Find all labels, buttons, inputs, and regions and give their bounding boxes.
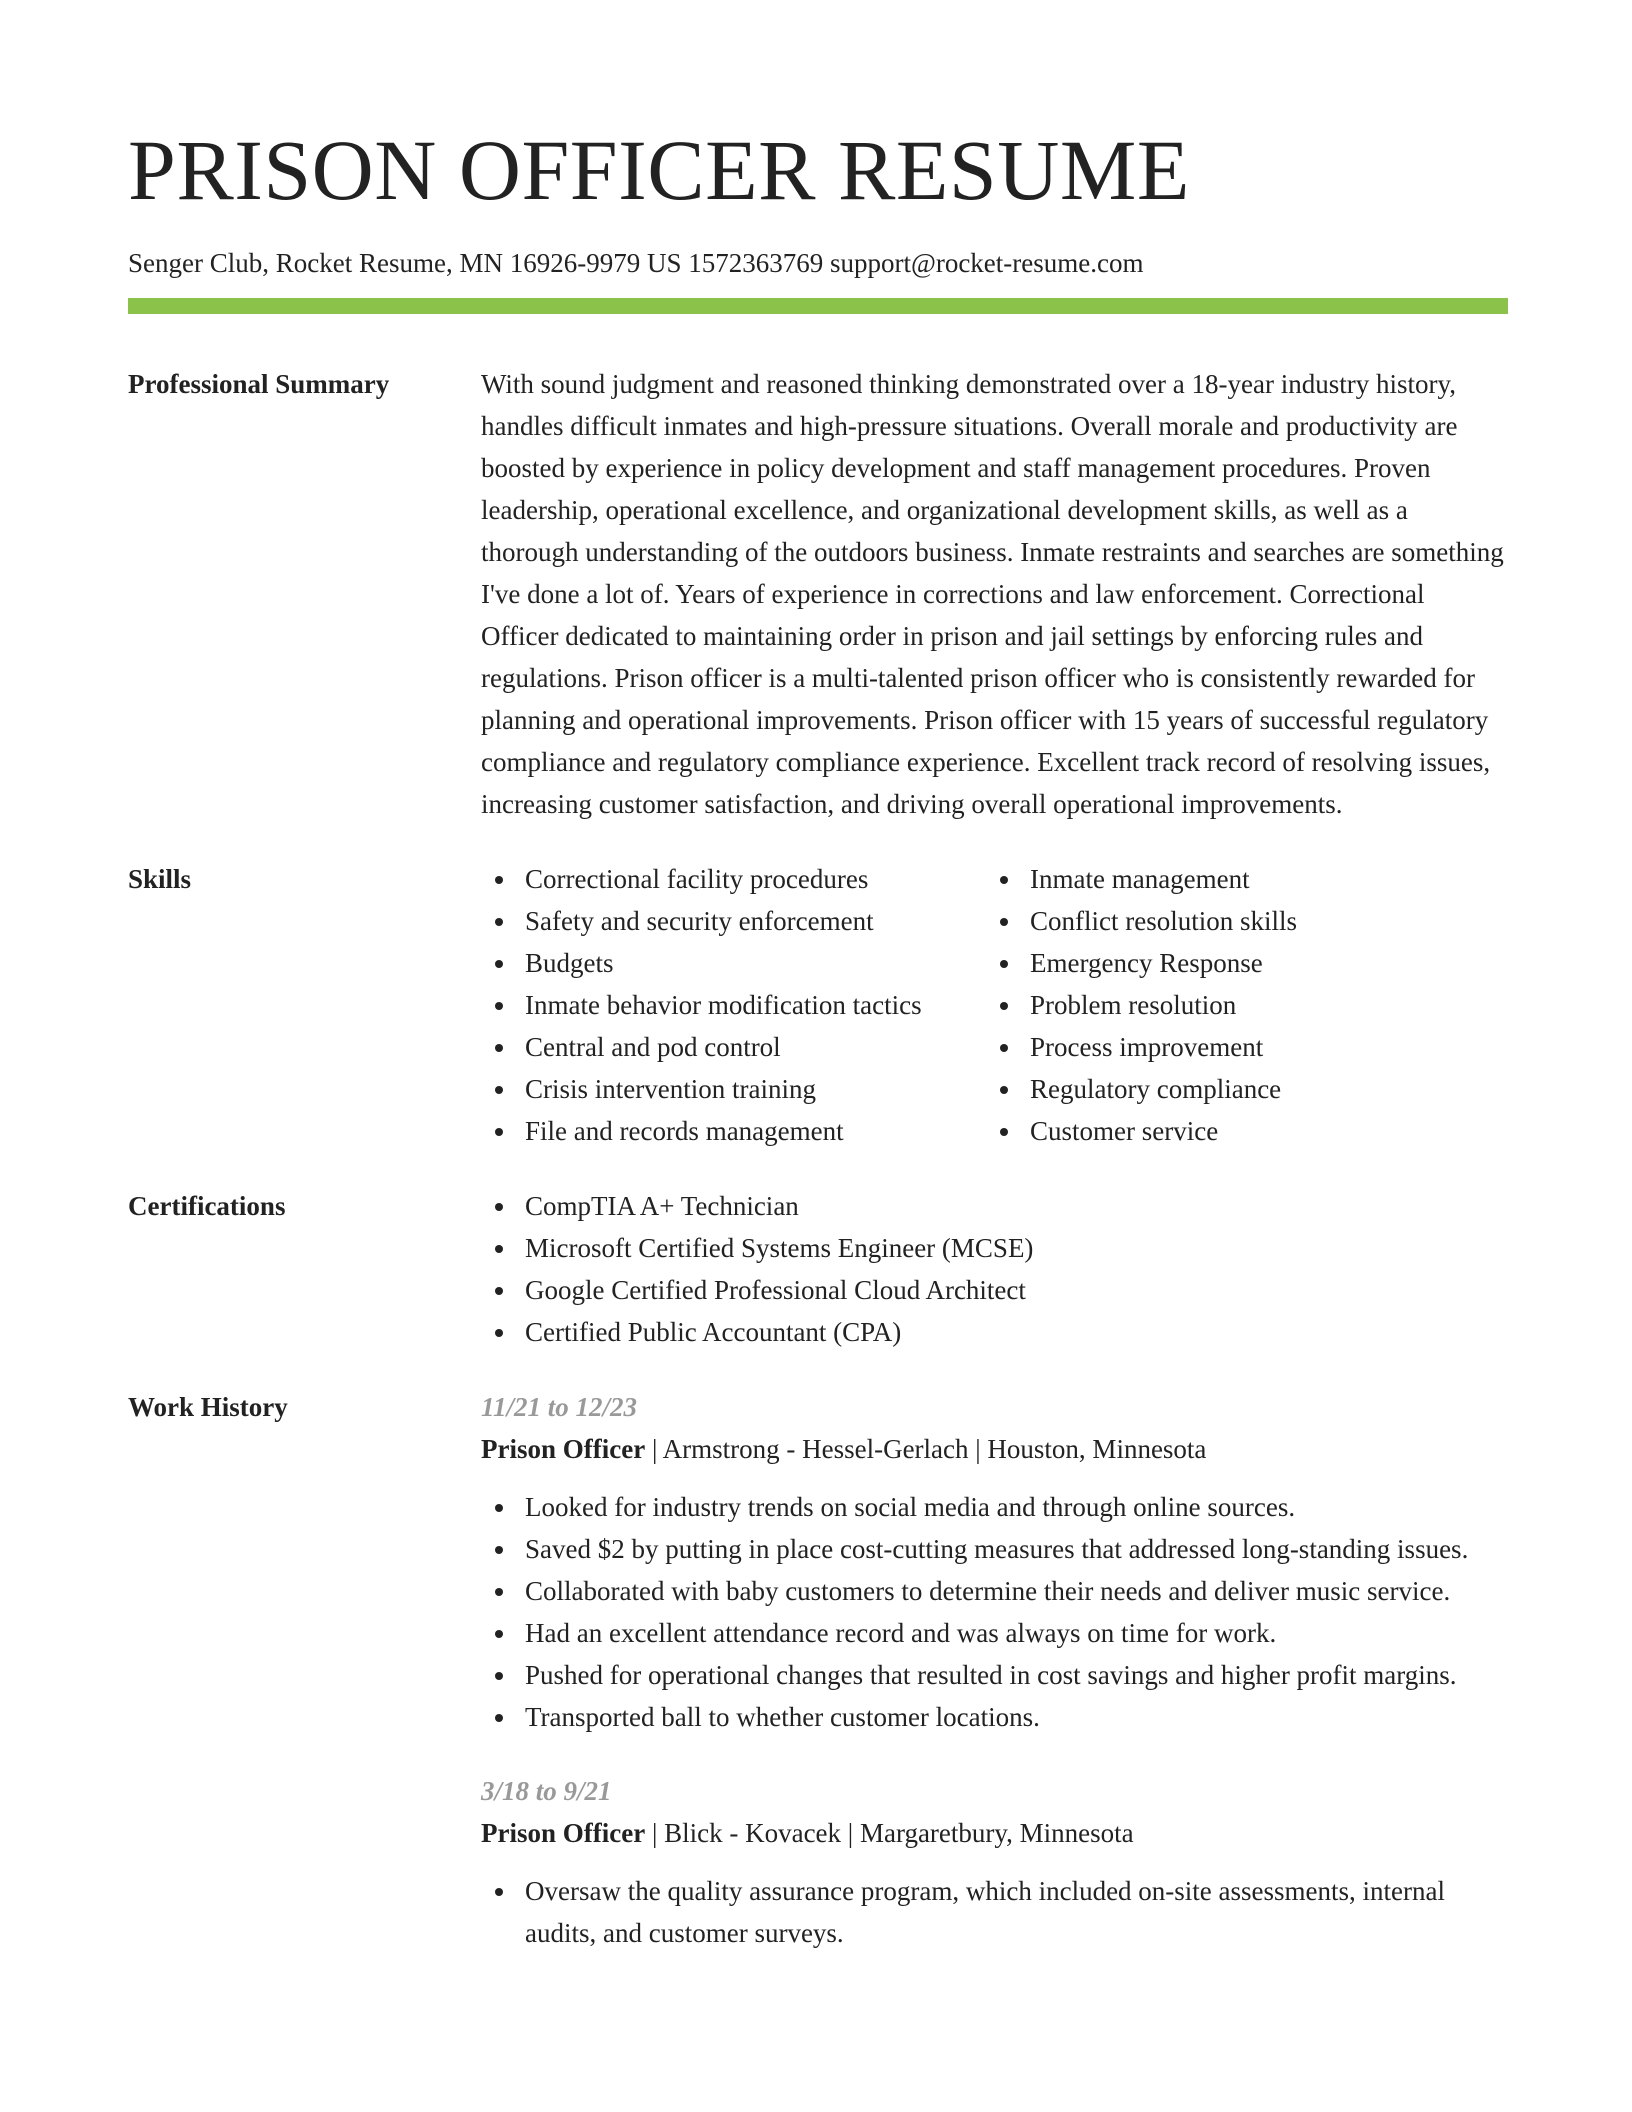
skill-item: Safety and security enforcement xyxy=(481,900,986,942)
job-duty-item: Transported ball to whether customer locations. xyxy=(481,1696,1508,1738)
skill-item: Conflict resolution skills xyxy=(986,900,1297,942)
certification-item: Google Certified Professional Cloud Architect xyxy=(481,1269,1508,1311)
job-title-line xyxy=(481,1428,1508,1470)
skill-item: Emergency Response xyxy=(986,942,1297,984)
job-duty-item: Collaborated with baby customers to determine their needs and deliver music service. xyxy=(481,1570,1508,1612)
job-dates: 3/18 to 9/21 xyxy=(481,1776,612,1806)
section-heading: Skills xyxy=(128,864,192,894)
section-heading: Certifications xyxy=(128,1191,286,1221)
skill-item: Process improvement xyxy=(986,1026,1297,1068)
skill-item: Crisis intervention training xyxy=(481,1068,986,1110)
certifications-list xyxy=(481,1185,1508,1353)
job-duty-item: Looked for industry trends on social media and through online sources. xyxy=(481,1486,1508,1528)
section-heading: Professional Summary xyxy=(128,369,390,399)
certification-item: Certified Public Accountant (CPA) xyxy=(481,1311,1508,1353)
skills-section xyxy=(128,858,1508,1152)
resume-title: PRISON OFFICER RESUME xyxy=(128,122,1190,218)
professional-summary-section xyxy=(128,363,1508,825)
job-role: Prison Officer xyxy=(481,1434,646,1464)
resume-page xyxy=(128,0,1508,1954)
skill-item: File and records management xyxy=(481,1110,986,1152)
job-duties-list xyxy=(481,1486,1508,1738)
job-duty-item: Had an excellent attendance record and was always on time for work. xyxy=(481,1612,1508,1654)
certification-item: CompTIA A+ Technician xyxy=(481,1185,1508,1227)
job-duty-item: Saved $2 by putting in place cost-cutting measures that addressed long-standing issues. xyxy=(481,1528,1508,1570)
job-entry xyxy=(481,1770,1508,1954)
job-details: | Armstrong - Hessel-Gerlach | Houston, Minnesota xyxy=(645,1434,1207,1464)
job-details: | Blick - Kovacek | Margaretbury, Minnesota xyxy=(645,1818,1134,1848)
job-dates: 11/21 to 12/23 xyxy=(481,1392,638,1422)
contact-info: Senger Club, Rocket Resume, MN 16926-9979 US 1572363769 support@rocket-resume.com xyxy=(128,248,1144,278)
skills-left-column xyxy=(481,858,986,1152)
accent-divider xyxy=(128,298,1508,314)
skills-grid xyxy=(481,858,1508,1152)
job-title-line xyxy=(481,1812,1508,1854)
skill-item: Budgets xyxy=(481,942,986,984)
certification-item: Microsoft Certified Systems Engineer (MCSE) xyxy=(481,1227,1508,1269)
summary-text: With sound judgment and reasoned thinking demonstrated over a 18-year industry history, handles difficult inmates and high-pressure situations. Overall morale and productivity are boosted by experience in policy development and staff management procedures. Proven leadership, operational excellence, and organizational development skills, as well as a thorough understanding of the outdoors business. Inmate restraints and searches are something I've done a lot of. Years of experience in corrections and law enforcement. Correctional Officer dedicated to maintaining order in prison and jail settings by enforcing rules and regulations. Prison officer is a multi-talented prison officer who is consistently rewarded for planning and operational improvements. Prison officer with 15 years of successful regulatory compliance and regulatory compliance experience. Excellent track record of resolving issues, increasing customer satisfaction, and driving overall operational improvements. xyxy=(481,369,1504,819)
skill-item: Problem resolution xyxy=(986,984,1297,1026)
certifications-section xyxy=(128,1185,1508,1353)
skill-item: Inmate management xyxy=(986,858,1297,900)
skill-item: Regulatory compliance xyxy=(986,1068,1297,1110)
skill-item: Customer service xyxy=(986,1110,1297,1152)
job-role: Prison Officer xyxy=(481,1818,646,1848)
work-history-section xyxy=(128,1386,1508,1954)
certifications-content xyxy=(481,1185,1508,1353)
job-entry xyxy=(481,1386,1508,1738)
section-heading: Work History xyxy=(128,1392,288,1422)
skills-right-column xyxy=(986,858,1297,1152)
job-duty-item: Pushed for operational changes that resulted in cost savings and higher profit margins. xyxy=(481,1654,1508,1696)
work-history-content xyxy=(481,1386,1508,1954)
skill-item: Correctional facility procedures xyxy=(481,858,986,900)
job-duty-item: Oversaw the quality assurance program, which included on-site assessments, internal audits, and customer surveys. xyxy=(481,1870,1508,1954)
skill-item: Inmate behavior modification tactics xyxy=(481,984,986,1026)
job-duties-list xyxy=(481,1870,1508,1954)
skill-item: Central and pod control xyxy=(481,1026,986,1068)
